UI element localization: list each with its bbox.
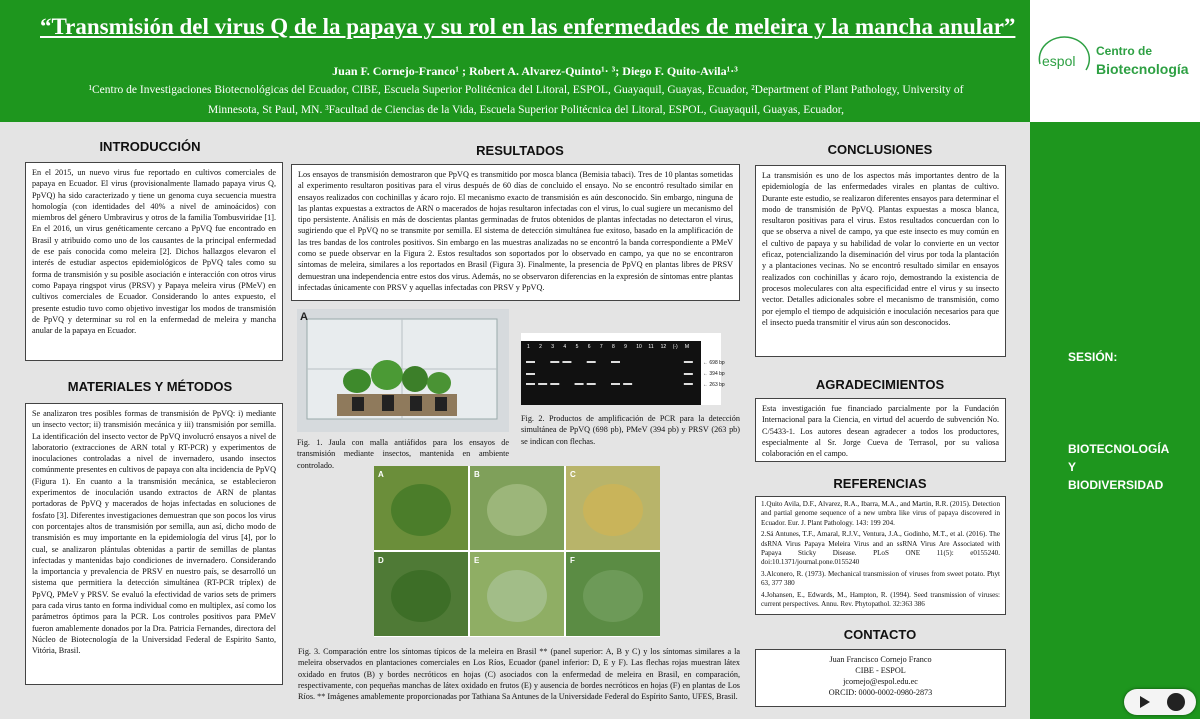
methods-heading: MATERIALES Y MÉTODOS [67,379,233,394]
gel-band [526,383,535,385]
results-heading: RESULTADOS [476,143,564,158]
fig3-caption: Fig. 3. Comparación entre los síntomas típicos de la meleira en Brasil ** (panel superior: A, B y C) y los síntomas similares a la meleira observados en plantaciones comerciales en Los Ríos, Ecuador (panel inferior: D, E y F). Las flechas rojas muestran látex oxidado en frutos (B) y bordes necróticos en hojas (C) asociados con la enfermedad de meleira en Brasil, en comparación, respectivamente, con pequeñas manchas de látex oxidado en frutos (E) y ausencia de bordes necróticos en hojas (F) en plantas de Los Ríos. ** Imágenes amablemente proporcionadas por Tathiana Sa Antunes de la Universidade Federal do Espírito Santo, UFES, Brasil. [298,647,740,702]
gel-lane-label: 10 [636,344,642,350]
gel-lane-label: 7 [599,344,603,350]
ack-box: Esta investigación fue financiado parcialmente por la Fundación Internacional para la Ciencia, en virtud del acuerdo de subvención No. C/5433-1. Los autores desean agradecer a todos los productores, especialmente al Sr. Jorge Cueva de Terrasol, por su valiosa colaboración en el campo. [755,398,1006,462]
play-icon[interactable] [1140,696,1150,708]
contact-name: Juan Francisco Cornejo Franco [829,655,932,664]
video-overlay-control[interactable] [1124,689,1196,715]
fig3-panel-label: F [570,556,575,565]
record-dot-icon[interactable] [1167,693,1185,711]
sidebar [1030,122,1200,719]
topic-line-2: Y [1068,460,1077,474]
poster-title: “Transmisión del virus Q de la papaya y su rol en las enfermedades de meleira y la mancha anular” [40,14,1016,39]
fig3-panel [470,552,564,636]
session-label: SESIÓN: [1068,350,1118,364]
reference-item: 4.Johansen, E., Edwards, M., Hampton, R. (1994). Seed transmission of viruses: current perspectives. Annu. Rev. Phytopathol. 32:363 386 [761,590,1000,609]
gel-lane-label: 1 [527,344,530,350]
contact-heading: CONTACTO [843,627,917,642]
fig2-caption: Fig. 2. Productos de amplificación de PCR para la detección simultánea de PpVQ (698 pb), PMeV (394 pb) y PRSV (263 pb) se indican con flechas. [521,414,740,446]
gel-lane-label: 3 [551,344,555,350]
espol-logo-icon [1036,36,1094,86]
topic-line-3: BIODIVERSIDAD [1068,478,1164,492]
contact-box [755,649,1006,707]
intro-box: En el 2015, un nuevo virus fue reportado en cultivos comerciales de papaya en Ecuador. El virus (provisionalmente llamado papaya virus Q, PpVQ) ha sido caracterizado y tiene un genoma cuya secuencia muestra homología (con identidades del 40% a nivel de aminoácidos) con miembros del género Umbravirus y otros de la familia Tombusviridae [1]. En el 2016, un virus genéticamente cercano a PpVQ fue encontrado en Brasil y atribuido como uno de los causantes de la principal enfermedad de ese país conocida como meleira [2]. Dichos hallazgos elevaron el interés de estudiar aspectos epidemiológicos de PpVQ tales como su forma de transmisión y su posible asociación e interacción con otros virus como Papaya ringspot virus (PRSV) y Papaya meleira virus (PMeV) en cultivos comerciales de Ecuador. Considerando lo antes expuesto, el presente estudio tuvo como objetivo investigar los modos de transmisión de PpVQ y determinar su rol en la enfermedad de meleira y mancha anular de la papaya en Ecuador. [25,162,283,361]
gel-lane-label: 4 [563,344,567,350]
session-topic [1068,440,1169,494]
fig3-panel-label: B [474,470,480,479]
gel-band [550,361,559,363]
gel-lane-label: 2 [539,344,542,350]
topic-line-1: BIOTECNOLOGÍA [1068,442,1170,456]
gel-band [623,383,632,385]
fig3-panel [566,466,660,550]
gel-lane-label: 11 [648,344,654,350]
conclusions-heading: CONCLUSIONES [827,142,933,157]
contact-orcid[interactable]: ORCID: 0000-0002-0980-2873 [828,688,933,697]
gel-band [526,373,535,375]
fig3-panel [566,552,660,636]
fig3-panel-label: D [378,556,384,565]
gel-band [684,383,693,385]
gel-lane-label: 12 [660,344,667,350]
espol-logo [1030,0,1200,122]
gel-band [611,361,620,363]
gel-band [562,361,571,363]
gel-band [684,373,693,375]
conclusions-box: La transmisión es uno de los aspectos más importantes dentro de la epidemiología de las enfermedades virales en plantas de cultivo. Durante este estudio, se realizaron diferentes ensayos para determinar el modo de transmisión de PpVQ. Plantas expuestas a mosca blanca, resultaron positivas para el virus. Estos resultados concuerdan con lo que se observa a nivel de campo, ya que este insecto es muy común en el cultivo de papaya y su habilidad de volar lo convierte en un vector eficaz, potencializando la diseminación del virus por toda la plantación y a plantaciones vecinas. No se encontró resultado similar en ensayos realizados con cochinillas y ácaro rojo, demostrando la existencia de procesos moleculares con alta especificidad entre el virus y su insecto vector. Detalles adicionales sobre el mecanismo de transmisión, como por ejemplo el tiempo de adquisición e inoculación necesarios para que el insecto pueda transmitir el virus aún son desconocidos. [755,165,1006,357]
fig3-panel-label: A [378,470,384,479]
gel-band [538,383,547,385]
ack-heading: AGRADECIMIENTOS [815,377,945,392]
gel-lane-label: M [684,344,690,350]
gel-band [587,383,596,385]
poster-header [0,0,1030,122]
fig1-label: A [300,311,308,323]
references-box [755,496,1006,615]
results-box: Los ensayos de transmisión demostraron que PpVQ es transmitido por mosca blanca (Bemisia tabaci). Tres de 10 plantas sometidas al experimento resultaron positivas para el virus después de 60 días de concluido el ensayo. No se encontró resultado similar en ensayos realizados con cochinillas y ácaro rojo. El mecanismo exacto de transmisión es aún desconocido. Sin embargo, ninguna de las plantas expuestas a extractos de ARN o macerados de hojas resultaron infectadas con el virus, lo cual sugiere un mecanismo del tipo persistente. Análisis en más de doscientas plantas germinadas de frutos obtenidos de plantas infectadas no detectaron el virus, sugiriendo que el PpVQ no se transmite por semilla. El sistema de detección simultánea fue exitoso, basado en la amplificación de las tres bandas de los controles positivos. Sin embargo en las muestras analizadas no se encontró la banda correspondiente a PMeV como se puede observar en la Figura 2. Estos resultados son soportados por lo observado en campo, ya que no se encontraron síntomas de meleira, similares a los reportados en Brasil (Figura 3). Finalmente, la presencia de PpVQ en plantas libres de PRSV demuestran una independencia entre estos dos virus. Además, no se observaron diferencias en la expresión de síntomas entre plantas infectadas únicamente con PRSV y aquellas infectadas con PRSV y PpVQ. [291,164,740,301]
contact-org: CIBE - ESPOL [855,666,906,675]
gel-band [526,361,535,363]
logo-line-1: Centro de [1096,44,1153,58]
logo-brand-text: espol [1042,53,1076,69]
gel-band [575,383,584,385]
reference-item: 3.Alconero, R. (1973). Mechanical transmission of viruses from sweet potato. Phyt 63, 377 380 [761,569,1000,588]
gel-band [684,361,693,363]
gel-lane-label: 8 [612,344,615,350]
fig3-panels [374,466,660,637]
intro-heading: INTRODUCCIÓN [99,139,201,154]
band-size-label: ← 263 bp [703,382,725,388]
reference-item: 1.Quito Avila, D.F., Alvarez, R.A., Ibarra, M.A., and Martin, R.R. (2015). Detection and partial genome sequence of a new umbra like virus of papaya discovered in Ecuador. Eur. J. Plant Pathology. 143: 199 204. [761,500,1000,527]
affiliation-line-1: ¹Centro de Investigaciones Biotecnológicas del Ecuador, CIBE, Escuela Superior Politécnica del Litoral, ESPOL, Guayaquil, Guayas, Ecuador, ²Department of Plant Pathology, University of [88,84,964,96]
references-heading: REFERENCIAS [833,476,927,491]
fig2-gel [521,333,725,405]
gel-band [611,383,620,385]
band-size-label: ← 698 bp [703,360,725,366]
gel-lane-label: (-) [672,344,678,350]
fig3-panel [374,466,468,550]
fig3-panel-label: E [474,556,480,565]
gel-band [550,383,559,385]
fig1-caption: Fig. 1. Jaula con malla antiáfidos para los ensayos de transmisión mediante insectos, mantenida en ambiente controlado. [297,438,509,470]
authors: Juan F. Cornejo-Franco¹ ; Robert A. Alvarez-Quinto¹· ³; Diego F. Quito-Avila¹·³ [332,64,738,78]
gel-band [587,361,596,363]
logo-line-2: Biotecnología [1096,61,1189,77]
gel-lane-label: 5 [575,344,579,350]
fig3-panel [374,552,468,636]
affiliation-line-2: Minnesota, St Paul, MN. ³Facultad de Ciencias de la Vida, Escuela Superior Politécnica del Litoral, ESPOL, Guayaquil, Guayas, Ecuador, [207,104,845,116]
methods-box: Se analizaron tres posibles formas de transmisión de PpVQ: i) mediante un insecto vector; ii) transmisión mecánica y iii) transmisión por semilla. La identificación del insecto vector de PpVQ involucró ensayos a nivel de laboratorio (extracciones de ARN total y RT-PCR) y experimentos de inoculaciones controladas a nivel de invernadero, usando insectos comúnmente presentes en cultivos de papaya con alta incidencia de PpVQ (Figura 1). En cuanto a la transmisión mecánica, se establecieron experimentos de inoculación usando extractos de ARN de plantas portadoras de PpVQ y macerados de hojas infectadas en soluciones de fosfato [3]. Diferentes investigaciones demuestran que son pocos los virus con porcentajes altos de transmisión por semilla, aun así, dicho modo de transmisión es muy importante en la epidemiología del virus [4], por lo cual, se analizaron plántulas obtenidas a partir de semillas de plantas infectadas y mantenidas bajo condiciones de invernadero. Considerando la importancia y prevalencia de PRSV en nuestro país, se desarrolló un sistema que permitiera la detección simultánea (RT-PCR tríplex) de PpVQ, PMeV y PRSV. Se evaluó la efectividad de varios sets de primers para cada virus tanto en forma individual como en multiplex, así como los parámetros óptimos para la PCR. Los controles positivos para PMeV fueron amablemente donados por la Dra. Patricia Fernandes, directora del Núcleo de Biotecnología de la Universidad Federal de Espirito Santo, Vitória, Brasil. [25,403,283,685]
reference-item: 2.Sá Antunes, T.F., Amaral, R.J.V., Ventura, J.A., Godinho, M.T., et al. (2016). The dsRNA Virus Papaya Meleira Virus and an ssRNA Virus Are Associated with Papaya Sticky Disease. PLoS ONE 11(5): e0155240. doi:10.1371/journal.pone.0155240 [761,530,1000,567]
fig3-panel-label: C [570,470,576,479]
band-size-label: ← 394 bp [703,371,725,377]
gel-lane-label: 6 [587,344,591,350]
affiliations [28,80,1024,120]
fig1-photo [297,309,509,432]
contact-email[interactable]: jcornejo@espol.edu.ec [843,677,918,686]
gel-lane-label: 9 [624,344,627,350]
fig3-panel [470,466,564,550]
